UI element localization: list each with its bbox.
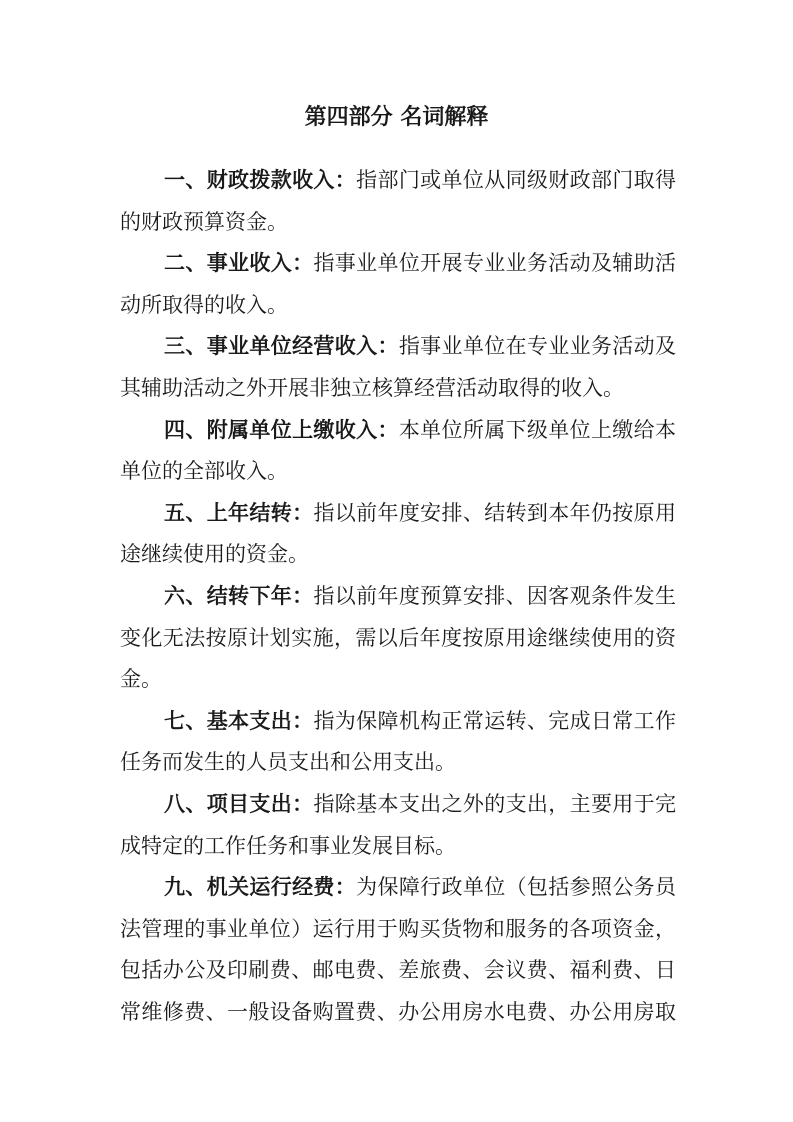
definition-text: 指事业单位在专业业务活动及 bbox=[398, 334, 677, 359]
definition-text: 途继续使用的资金。 bbox=[120, 542, 309, 567]
definition-item bbox=[120, 243, 676, 326]
definition-term: 四、附属单位上缴收入： bbox=[164, 417, 399, 442]
definition-item bbox=[120, 701, 676, 784]
definition-text: 金。 bbox=[120, 667, 162, 692]
definition-text: 本单位所属下级单位上缴给本 bbox=[398, 417, 677, 442]
definition-text: 指以前年度预算安排、因客观条件发生 bbox=[313, 583, 677, 608]
definition-term: 九、机关运行经费： bbox=[164, 875, 357, 900]
definition-text: 为保障行政单位（包括参照公务员 bbox=[356, 875, 677, 900]
definition-text: 法管理的事业单位）运行用于购买货物和服务的各项资金， bbox=[120, 916, 676, 941]
definition-item bbox=[120, 160, 676, 243]
definition-term: 七、基本支出： bbox=[164, 708, 314, 733]
definition-text: 成特定的工作任务和事业发展目标。 bbox=[120, 833, 456, 858]
definition-term: 三、事业单位经营收入： bbox=[164, 334, 399, 359]
definition-term: 一、财政拨款收入： bbox=[164, 168, 357, 192]
definition-text: 包括办公及印刷费、邮电费、差旅费、会议费、福利费、日 bbox=[120, 958, 676, 983]
definition-text: 的财政预算资金。 bbox=[120, 209, 288, 234]
definition-text: 其辅助活动之外开展非独立核算经营活动取得的收入。 bbox=[120, 375, 624, 400]
definition-text: 常维修费、一般设备购置费、办公用房水电费、办公用房取 bbox=[120, 999, 676, 1024]
definition-item bbox=[120, 576, 676, 701]
definition-item bbox=[120, 493, 676, 576]
definition-item bbox=[120, 410, 676, 493]
definition-text: 任务而发生的人员支出和公用支出。 bbox=[120, 750, 456, 775]
page-title: 第四部分 名词解释 bbox=[304, 105, 489, 130]
definitions-list bbox=[120, 160, 676, 1033]
definition-text: 动所取得的收入。 bbox=[120, 292, 288, 317]
definition-text: 指为保障机构正常运转、完成日常工作 bbox=[313, 708, 677, 733]
definition-text: 变化无法按原计划实施，需以后年度按原用途继续使用的资 bbox=[120, 625, 676, 650]
definition-text: 指以前年度安排、结转到本年仍按原用 bbox=[313, 500, 677, 525]
definition-item bbox=[120, 784, 676, 867]
definition-text: 指事业单位开展专业业务活动及辅助活 bbox=[313, 251, 677, 276]
definition-text: 指除基本支出之外的支出，主要用于完 bbox=[313, 791, 677, 816]
definition-text: 单位的全部收入。 bbox=[120, 459, 288, 484]
definition-term: 八、项目支出： bbox=[164, 791, 314, 816]
definition-item bbox=[120, 867, 676, 1033]
definition-term: 二、事业收入： bbox=[164, 251, 314, 276]
definition-item bbox=[120, 326, 676, 409]
definition-term: 五、上年结转： bbox=[164, 500, 314, 525]
definition-term: 六、结转下年： bbox=[164, 583, 314, 608]
definition-text: 指部门或单位从同级财政部门取得 bbox=[356, 168, 677, 192]
